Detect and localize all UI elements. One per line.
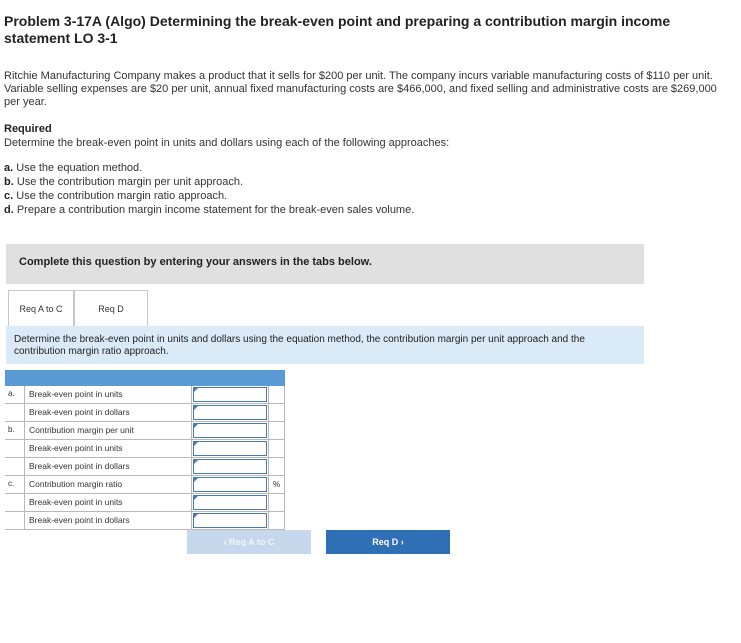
row-label: Break-even point in dollars xyxy=(24,458,192,475)
answer-table xyxy=(5,370,285,530)
row-label: Break-even point in dollars xyxy=(24,404,192,421)
table-row xyxy=(5,494,285,512)
unit-cell: % xyxy=(268,476,285,493)
row-label: Break-even point in units xyxy=(24,494,192,511)
prev-req-button[interactable]: ‹ Req A to C xyxy=(187,530,311,554)
answer-input[interactable] xyxy=(193,459,267,474)
unit-cell xyxy=(268,512,285,529)
table-row xyxy=(5,404,285,422)
answer-input[interactable] xyxy=(193,441,267,456)
table-row xyxy=(5,386,285,404)
list-item: c. Use the contribution margin ratio approach. xyxy=(4,190,228,202)
answer-input[interactable] xyxy=(193,405,267,420)
table-row xyxy=(5,512,285,530)
list-item: a. Use the equation method. xyxy=(4,162,143,174)
problem-title: Problem 3-17A (Algo) Determining the break-even point and preparing a contribution margin income statement LO 3-1 xyxy=(4,13,671,46)
row-letter: a. xyxy=(8,389,15,398)
next-req-button[interactable]: Req D › xyxy=(326,530,450,554)
answer-input[interactable] xyxy=(193,387,267,402)
unit-cell xyxy=(268,458,285,475)
required-subtitle: Determine the break-even point in units and dollars using each of the following approaches: xyxy=(4,137,450,149)
row-label: Contribution margin per unit xyxy=(24,422,192,439)
instructions-banner: Complete this question by entering your answers in the tabs below. xyxy=(6,244,644,284)
tab-req-a-to-c[interactable]: Req A to C xyxy=(8,290,74,326)
unit-cell xyxy=(268,440,285,457)
row-label: Break-even point in units xyxy=(24,440,192,457)
answer-input[interactable] xyxy=(193,423,267,438)
answer-input[interactable] xyxy=(193,513,267,528)
table-header xyxy=(5,370,285,386)
unit-cell xyxy=(268,386,285,403)
row-letter: b. xyxy=(8,425,15,434)
row-label: Break-even point in units xyxy=(24,386,192,403)
table-row xyxy=(5,440,285,458)
answer-input[interactable] xyxy=(193,477,267,492)
unit-cell xyxy=(268,404,285,421)
row-letter: c. xyxy=(8,479,15,488)
problem-intro: Ritchie Manufacturing Company makes a product that it sells for $200 per unit. The company incurs variable manufacturing costs of $110 per unit. Variable selling expenses are $20 per unit, annual fixed manufacturing costs are $466,000, and fixed selling and administrative costs are $269,000 per year. xyxy=(4,70,717,108)
tab-instruction: Determine the break-even point in units and dollars using the equation method, the contribution margin per unit approach and the contribution margin ratio approach. xyxy=(6,326,644,364)
requirements-list xyxy=(4,161,414,217)
unit-cell xyxy=(268,422,285,439)
table-row xyxy=(5,422,285,440)
unit-cell xyxy=(268,494,285,511)
list-item: b. Use the contribution margin per unit approach. xyxy=(4,176,244,188)
table-row xyxy=(5,476,285,494)
answer-input[interactable] xyxy=(193,495,267,510)
tab-req-d[interactable]: Req D xyxy=(74,290,148,326)
table-row xyxy=(5,458,285,476)
required-heading: Required xyxy=(4,123,52,135)
row-label: Contribution margin ratio xyxy=(24,476,192,493)
list-item: d. Prepare a contribution margin income statement for the break-even sales volume. xyxy=(4,204,415,216)
row-label: Break-even point in dollars xyxy=(24,512,192,529)
